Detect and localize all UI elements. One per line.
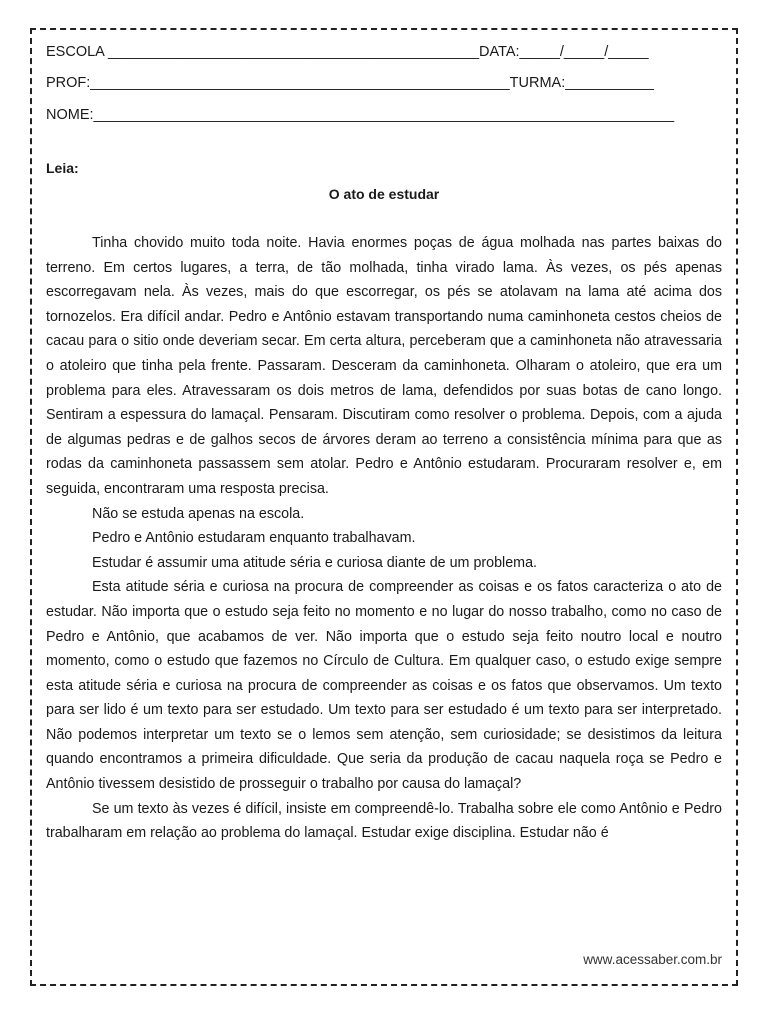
paragraph: Esta atitude séria e curiosa na procura de compreender as coisas e os fatos caracteriza o ato de estudar. Não importa que o estudo seja feito no momento e no lugar do nosso trabalho, como no caso de Pedro e Antônio, que acabamos de ver. Não importa que o estudo seja feito noutro local e noutro momento, como o estudo que fazemos no Círculo de Cultura. Em qualquer caso, o estudo exige sempre esta atitude séria e curiosa na procura de compreender as coisas e os fatos que observamos. Um texto para ser lido é um texto para ser estudado. Um texto para ser estudado é um texto para ser interpretado. Não podemos interpretar um texto se o lemos sem atenção, sem curiosidade; se desistimos da leitura quando encontramos a primeira dificuldade. Que seria da produção de cacau naquela roça se Pedro e Antônio tivessem desistido de prosseguir o trabalho por causa do lamaçal?	[46, 579, 722, 793]
header-teacher-class-line: PROF:____________________________________________________TURMA:___________	[46, 75, 654, 91]
paragraph: Tinha chovido muito toda noite. Havia enormes poças de água molhada nas partes baixas do terreno. Em certos lugares, a terra, de tão molhada, tinha virado lama. Às vezes, os pés apenas escorregavam nela. Às vezes, mais do que escorregar, os pés se atolavam na lama até acima dos tornozelos. Era difícil andar. Pedro e Antônio estavam transportando numa caminhoneta cestos cheios de cacau para o sitio onde deveriam secar. Em certa altura, perceberam que a caminhoneta não atravessaria o atoleiro que tinha pela frente. Passaram. Desceram da caminhoneta. Olharam o atoleiro, que era um problema para eles. Atravessaram os dois metros de lama, defendidos por suas botas de cano longo. Sentiram a espessura do lamaçal. Pensaram. Discutiram como resolver o problema. Depois, com a ajuda de algumas pedras e de galhos secos de árvores deram ao terreno a consistência mínima para que as rodas da caminhoneta passassem sem atolar. Pedro e Antônio estudaram. Procuraram resolver e, em seguida, encontraram uma resposta precisa.	[46, 235, 722, 497]
paragraph: Se um texto às vezes é difícil, insiste em compreendê-lo. Trabalha sobre ele como Antônio e Pedro trabalharam em relação ao problema do lamaçal. Estudar exige disciplina. Estudar não é	[46, 800, 722, 842]
footer-website: www.acessaber.com.br	[583, 952, 722, 967]
read-instruction: Leia:	[46, 160, 79, 176]
paragraph: Estudar é assumir uma atitude séria e curiosa diante de um problema.	[92, 554, 538, 571]
header-school-date-line: ESCOLA ______________________________________________DATA:_____/_____/_____	[46, 44, 649, 60]
paragraph: Não se estuda apenas na escola.	[92, 505, 305, 522]
text-body	[46, 231, 722, 846]
text-title: O ato de estudar	[328, 186, 440, 202]
paragraph: Pedro e Antônio estudaram enquanto trabalhavam.	[92, 530, 416, 547]
header-name-line: NOME:________________________________________________________________________	[46, 107, 675, 123]
